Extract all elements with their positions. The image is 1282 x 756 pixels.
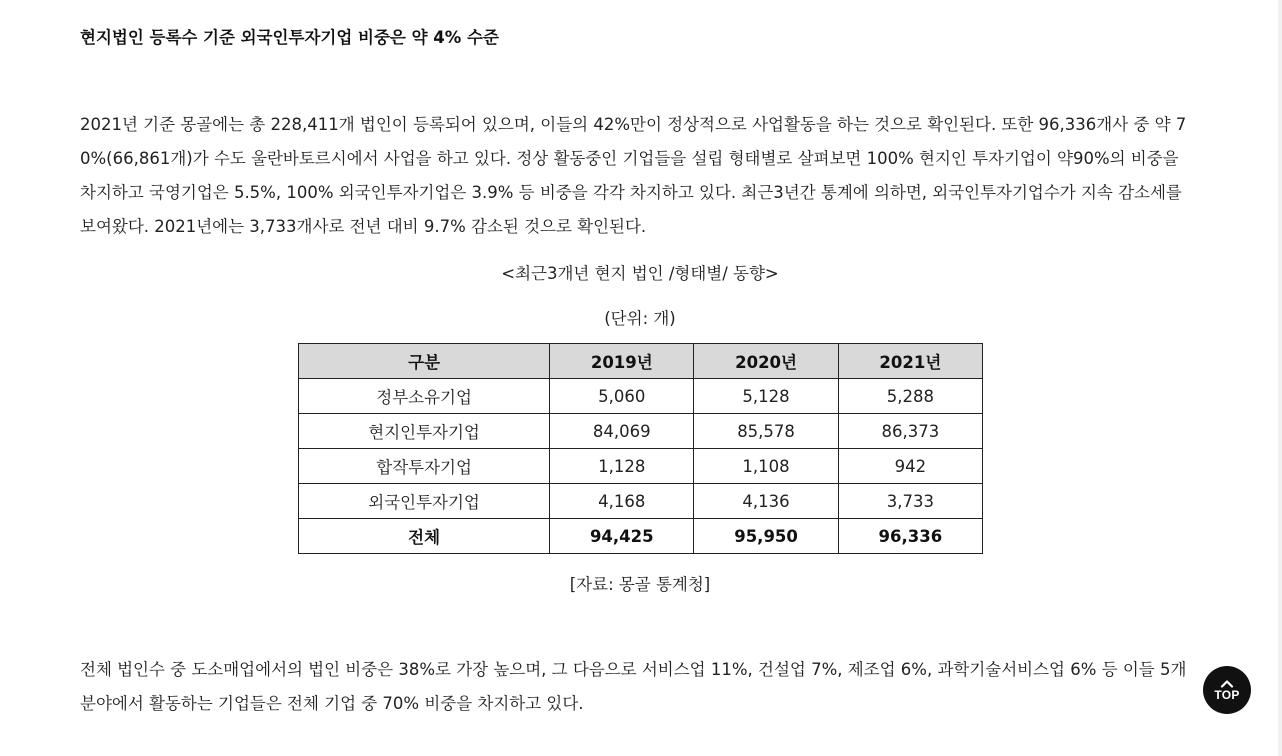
row-label: 전체 xyxy=(299,519,550,554)
table-cell: 3,733 xyxy=(838,484,982,519)
table-cell: 84,069 xyxy=(550,414,694,449)
table-row xyxy=(299,379,983,414)
table-cell: 5,060 xyxy=(550,379,694,414)
body-paragraph-2: 전체 법인수 중 도소매업에서의 법인 비중은 38%로 가장 높으며, 그 다음으로 서비스업 11%, 건설업 7%, 제조업 6%, 과학기술서비스업 6% 등 이들 5개 분야에서 활동하는 기업들은 전체 기업 중 70% 비중을 차지하고 있다. xyxy=(80,660,1187,713)
row-label: 현지인투자기업 xyxy=(299,414,550,449)
table-source: [자료: 몽골 통계청] xyxy=(569,575,711,594)
table-cell: 86,373 xyxy=(838,414,982,449)
table-cell: 95,950 xyxy=(694,519,838,554)
header-cell-2020: 2020년 xyxy=(694,344,838,379)
table-cell: 4,136 xyxy=(694,484,838,519)
table-cell: 1,128 xyxy=(550,449,694,484)
table-cell: 5,288 xyxy=(838,379,982,414)
table-cell: 85,578 xyxy=(694,414,838,449)
chevron-up-icon xyxy=(1220,679,1234,688)
table-header-row xyxy=(299,344,983,379)
body-paragraph-1: 2021년 기준 몽골에는 총 228,411개 법인이 등록되어 있으며, 이들의 42%만이 정상적으로 사업활동을 하는 것으로 확인된다. 또한 96,336개사 중 약 70%(66,861개)가 수도 울란바토르시에서 사업을 하고 있다. 정상 활동중인 기업들을 설립 형태별로 살펴보면 100% 현지인 투자기업이 약90%의 비중을 차지하고 국영기업은 5.5%, 100% 외국인투자기업은 3.9% 등 비중을 각각 차지하고 있다. 최근3년간 통계에 의하면, 외국인투자기업수가 지속 감소세를 보여왔다. 2021년에는 3,733개사로 전년 대비 9.7% 감소된 것으로 확인된다. xyxy=(80,115,1187,236)
table-total-row xyxy=(299,519,983,554)
table-row xyxy=(299,414,983,449)
table-cell: 4,168 xyxy=(550,484,694,519)
table-row xyxy=(299,484,983,519)
row-label: 합작투자기업 xyxy=(299,449,550,484)
table-unit: (단위: 개) xyxy=(604,309,676,328)
top-button-label: TOP xyxy=(1214,688,1240,702)
section-heading: 현지법인 등록수 기준 외국인투자기업 비중은 약 4% 수준 xyxy=(80,28,499,47)
table-cell: 5,128 xyxy=(694,379,838,414)
table-caption: <최근3개년 현지 법인 /형태별/ 동향> xyxy=(501,264,779,283)
company-stats-table xyxy=(298,343,983,554)
header-cell-category: 구분 xyxy=(299,344,550,379)
header-cell-2019: 2019년 xyxy=(550,344,694,379)
row-label: 정부소유기업 xyxy=(299,379,550,414)
table-row xyxy=(299,449,983,484)
scroll-to-top-button[interactable] xyxy=(1203,666,1251,714)
page-scrollbar[interactable] xyxy=(1278,0,1282,756)
table-cell: 94,425 xyxy=(550,519,694,554)
table-cell: 942 xyxy=(838,449,982,484)
table-cell: 1,108 xyxy=(694,449,838,484)
row-label: 외국인투자기업 xyxy=(299,484,550,519)
table-cell: 96,336 xyxy=(838,519,982,554)
header-cell-2021: 2021년 xyxy=(838,344,982,379)
